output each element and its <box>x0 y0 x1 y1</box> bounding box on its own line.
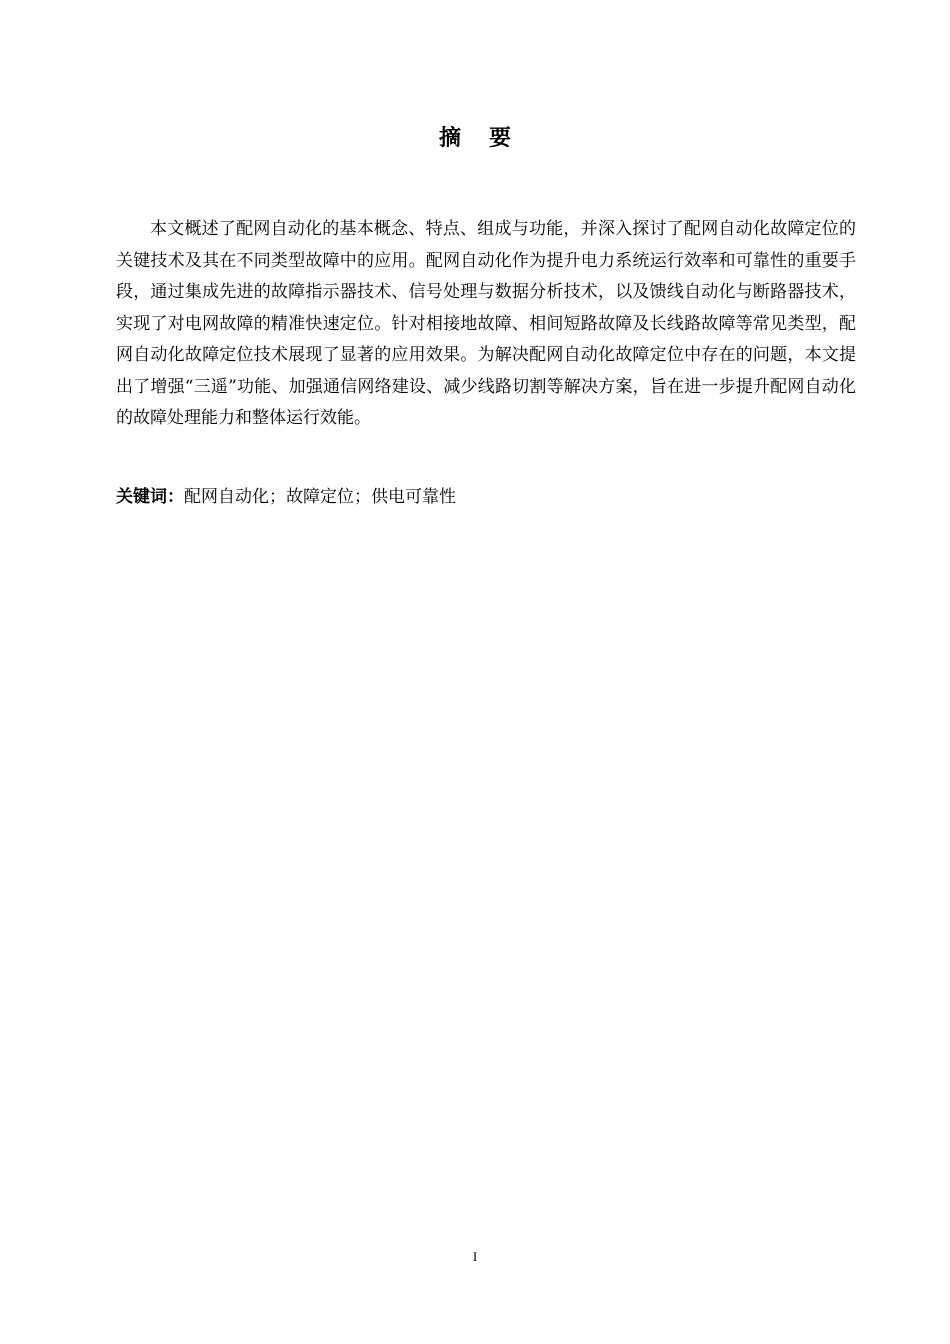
page-number: I <box>472 1249 478 1264</box>
abstract-paragraph: 本文概述了配网自动化的基本概念、特点、组成与功能，并深入探讨了配网自动化故障定位的关键技术及其在不同类型故障中的应用。配网自动化作为提升电力系统运行效率和可靠性的重要手段，通过集成先进的故障指示器技术、信号处理与数据分析技术，以及馈线自动化与断路器技术，实现了对电网故障的精准快速定位。针对相接地故障、相间短路故障及长线路故障等常见类型，配网自动化故障定位技术展现了显著的应用效果。为解决配网自动化故障定位中存在的问题，本文提出了增强“三遥”功能、加强通信网络建设、减少线路切割等解决方案，旨在进一步提升配网自动化的故障处理能力和整体运行效能。 <box>116 219 856 428</box>
keywords-line <box>116 482 856 512</box>
keywords-label: 关键词： <box>116 487 184 507</box>
page-title: 摘要 <box>438 126 539 151</box>
keywords-value: 配网自动化；故障定位；供电可靠性 <box>184 487 456 507</box>
